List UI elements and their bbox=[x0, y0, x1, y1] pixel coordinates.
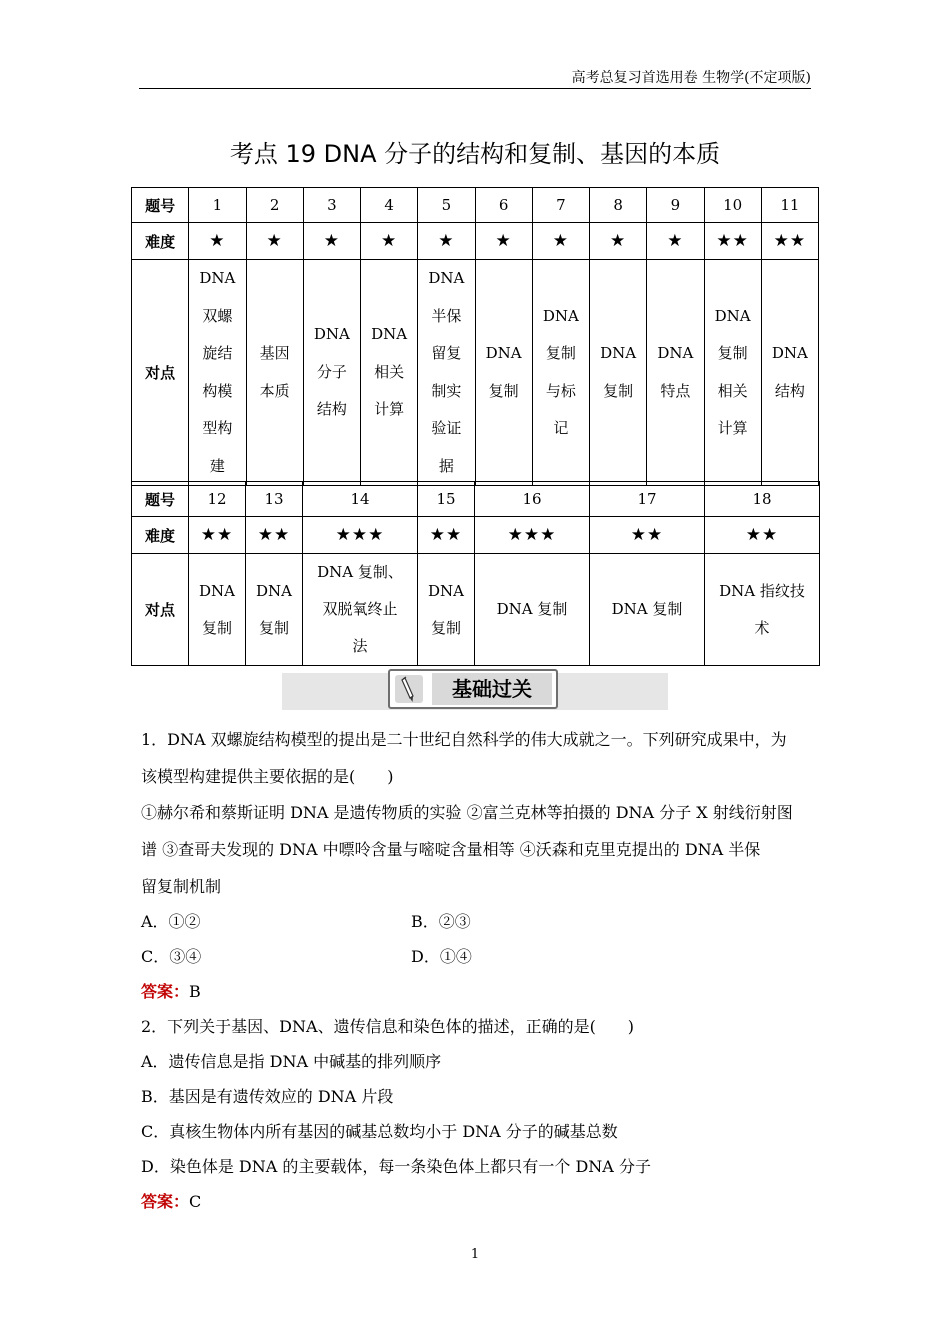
difficulty-stars: ★★ bbox=[246, 517, 303, 554]
section-banner-box bbox=[388, 669, 558, 709]
topic-cell: DNA 指纹技 术 bbox=[705, 554, 820, 666]
question-number: 18 bbox=[705, 482, 820, 517]
difficulty-stars: ★ bbox=[532, 223, 589, 260]
topic-cell: DNA 复制 与标 记 bbox=[532, 260, 589, 486]
q1-stem-line-4: 谱 ③查哥夫发现的 DNA 中嘌呤含量与嘧啶含量相等 ④沃森和克里克提出的 DNA 半保 bbox=[141, 840, 761, 859]
q1-option-d: D．①④ bbox=[411, 947, 472, 966]
q2-stem: 2．下列关于基因、DNA、遗传信息和染色体的描述，正确的是( ) bbox=[141, 1017, 635, 1036]
difficulty-stars: ★ bbox=[246, 223, 303, 260]
question-number: 17 bbox=[590, 482, 705, 517]
difficulty-stars: ★★ bbox=[189, 517, 246, 554]
difficulty-stars: ★ bbox=[361, 223, 418, 260]
question-number: 6 bbox=[475, 188, 532, 223]
header-divider bbox=[139, 88, 811, 89]
row-label: 难度 bbox=[132, 517, 189, 554]
difficulty-stars: ★ bbox=[418, 223, 475, 260]
difficulty-stars: ★★ bbox=[761, 223, 818, 260]
q2-answer bbox=[141, 1189, 201, 1212]
question-number: 16 bbox=[475, 482, 590, 517]
topic-cell: DNA 复制 bbox=[475, 554, 590, 666]
topic-cell: DNA 复制 bbox=[590, 260, 647, 486]
question-number: 8 bbox=[590, 188, 647, 223]
difficulty-stars: ★★ bbox=[418, 517, 475, 554]
table-row-topic bbox=[132, 260, 819, 486]
question-number: 9 bbox=[647, 188, 704, 223]
table-row-number bbox=[132, 188, 819, 223]
q1-answer bbox=[141, 979, 201, 1002]
q1-stem-line-5: 留复制机制 bbox=[141, 877, 222, 896]
difficulty-stars: ★ bbox=[647, 223, 704, 260]
difficulty-stars: ★★ bbox=[704, 223, 761, 260]
topic-cell: DNA 复制 bbox=[189, 554, 246, 666]
topic-cell: 基因 本质 bbox=[246, 260, 303, 486]
q1-option-b: B．②③ bbox=[411, 912, 471, 931]
table-row-number bbox=[132, 482, 820, 517]
difficulty-stars: ★★★ bbox=[303, 517, 418, 554]
question-number: 2 bbox=[246, 188, 303, 223]
difficulty-stars: ★ bbox=[189, 223, 246, 260]
section-banner bbox=[282, 673, 668, 710]
difficulty-stars: ★ bbox=[590, 223, 647, 260]
question-number: 3 bbox=[303, 188, 360, 223]
topic-cell: DNA 特点 bbox=[647, 260, 704, 486]
question-number: 11 bbox=[761, 188, 818, 223]
table-row-topic bbox=[132, 554, 820, 666]
q2-option-c: C．真核生物体内所有基因的碱基总数均小于 DNA 分子的碱基总数 bbox=[141, 1122, 618, 1141]
question-number: 14 bbox=[303, 482, 418, 517]
question-number: 12 bbox=[189, 482, 246, 517]
topic-cell: DNA 双螺 旋结 构模 型构 建 bbox=[189, 260, 246, 486]
topic-cell: DNA 分子 结构 bbox=[303, 260, 360, 486]
question-number: 13 bbox=[246, 482, 303, 517]
difficulty-table-1 bbox=[131, 187, 819, 486]
q2-option-a: A．遗传信息是指 DNA 中碱基的排列顺序 bbox=[141, 1052, 442, 1071]
row-label: 对点 bbox=[132, 260, 189, 486]
topic-cell: DNA 半保 留复 制实 验证 据 bbox=[418, 260, 475, 486]
q2-option-b: B．基因是有遗传效应的 DNA 片段 bbox=[141, 1087, 394, 1106]
topic-cell: DNA 结构 bbox=[761, 260, 818, 486]
q1-stem-line-2: 该模型构建提供主要依据的是( ) bbox=[141, 767, 394, 786]
q1-option-a: A．①② bbox=[141, 912, 201, 931]
row-label: 题号 bbox=[132, 188, 189, 223]
topic-cell: DNA 复制 bbox=[246, 554, 303, 666]
question-number: 4 bbox=[361, 188, 418, 223]
question-number: 1 bbox=[189, 188, 246, 223]
q1-option-c: C．③④ bbox=[141, 947, 202, 966]
answer-label: 答案： bbox=[141, 1192, 190, 1211]
difficulty-stars: ★★ bbox=[590, 517, 705, 554]
running-header: 高考总复习首选用卷 生物学(不定项版) bbox=[571, 70, 811, 86]
difficulty-table-2 bbox=[131, 481, 820, 666]
row-label: 对点 bbox=[132, 554, 189, 666]
difficulty-stars: ★★ bbox=[705, 517, 820, 554]
answer-value: C bbox=[189, 1192, 202, 1211]
section-banner-label: 基础过关 bbox=[432, 673, 552, 705]
difficulty-stars: ★★★ bbox=[475, 517, 590, 554]
topic-cell: DNA 复制 bbox=[475, 260, 532, 486]
topic-cell: DNA 复制 相关 计算 bbox=[704, 260, 761, 486]
topic-cell: DNA 复制 bbox=[590, 554, 705, 666]
page-number: 1 bbox=[470, 1247, 480, 1262]
difficulty-stars: ★ bbox=[475, 223, 532, 260]
answer-label: 答案： bbox=[141, 982, 190, 1001]
difficulty-stars: ★ bbox=[303, 223, 360, 260]
answer-value: B bbox=[189, 982, 201, 1001]
row-label: 难度 bbox=[132, 223, 189, 260]
pencil-icon bbox=[392, 672, 426, 706]
topic-cell: DNA 相关 计算 bbox=[361, 260, 418, 486]
q1-stem-line-1: 1．DNA 双螺旋结构模型的提出是二十世纪自然科学的伟大成就之一。下列研究成果中，为 bbox=[141, 730, 787, 749]
topic-cell: DNA 复制、 双脱氧终止 法 bbox=[303, 554, 418, 666]
question-number: 15 bbox=[418, 482, 475, 517]
question-number: 7 bbox=[532, 188, 589, 223]
page-title: 考点 19 DNA 分子的结构和复制、基因的本质 bbox=[229, 140, 721, 168]
q1-stem-line-3: ①赫尔希和蔡斯证明 DNA 是遗传物质的实验 ②富兰克林等拍摄的 DNA 分子 X 射线衍射图 bbox=[141, 803, 793, 822]
row-label: 题号 bbox=[132, 482, 189, 517]
question-number: 10 bbox=[704, 188, 761, 223]
question-number: 5 bbox=[418, 188, 475, 223]
topic-cell: DNA 复制 bbox=[418, 554, 475, 666]
table-row-difficulty bbox=[132, 223, 819, 260]
q2-option-d: D．染色体是 DNA 的主要载体，每一条染色体上都只有一个 DNA 分子 bbox=[141, 1157, 651, 1176]
table-row-difficulty bbox=[132, 517, 820, 554]
